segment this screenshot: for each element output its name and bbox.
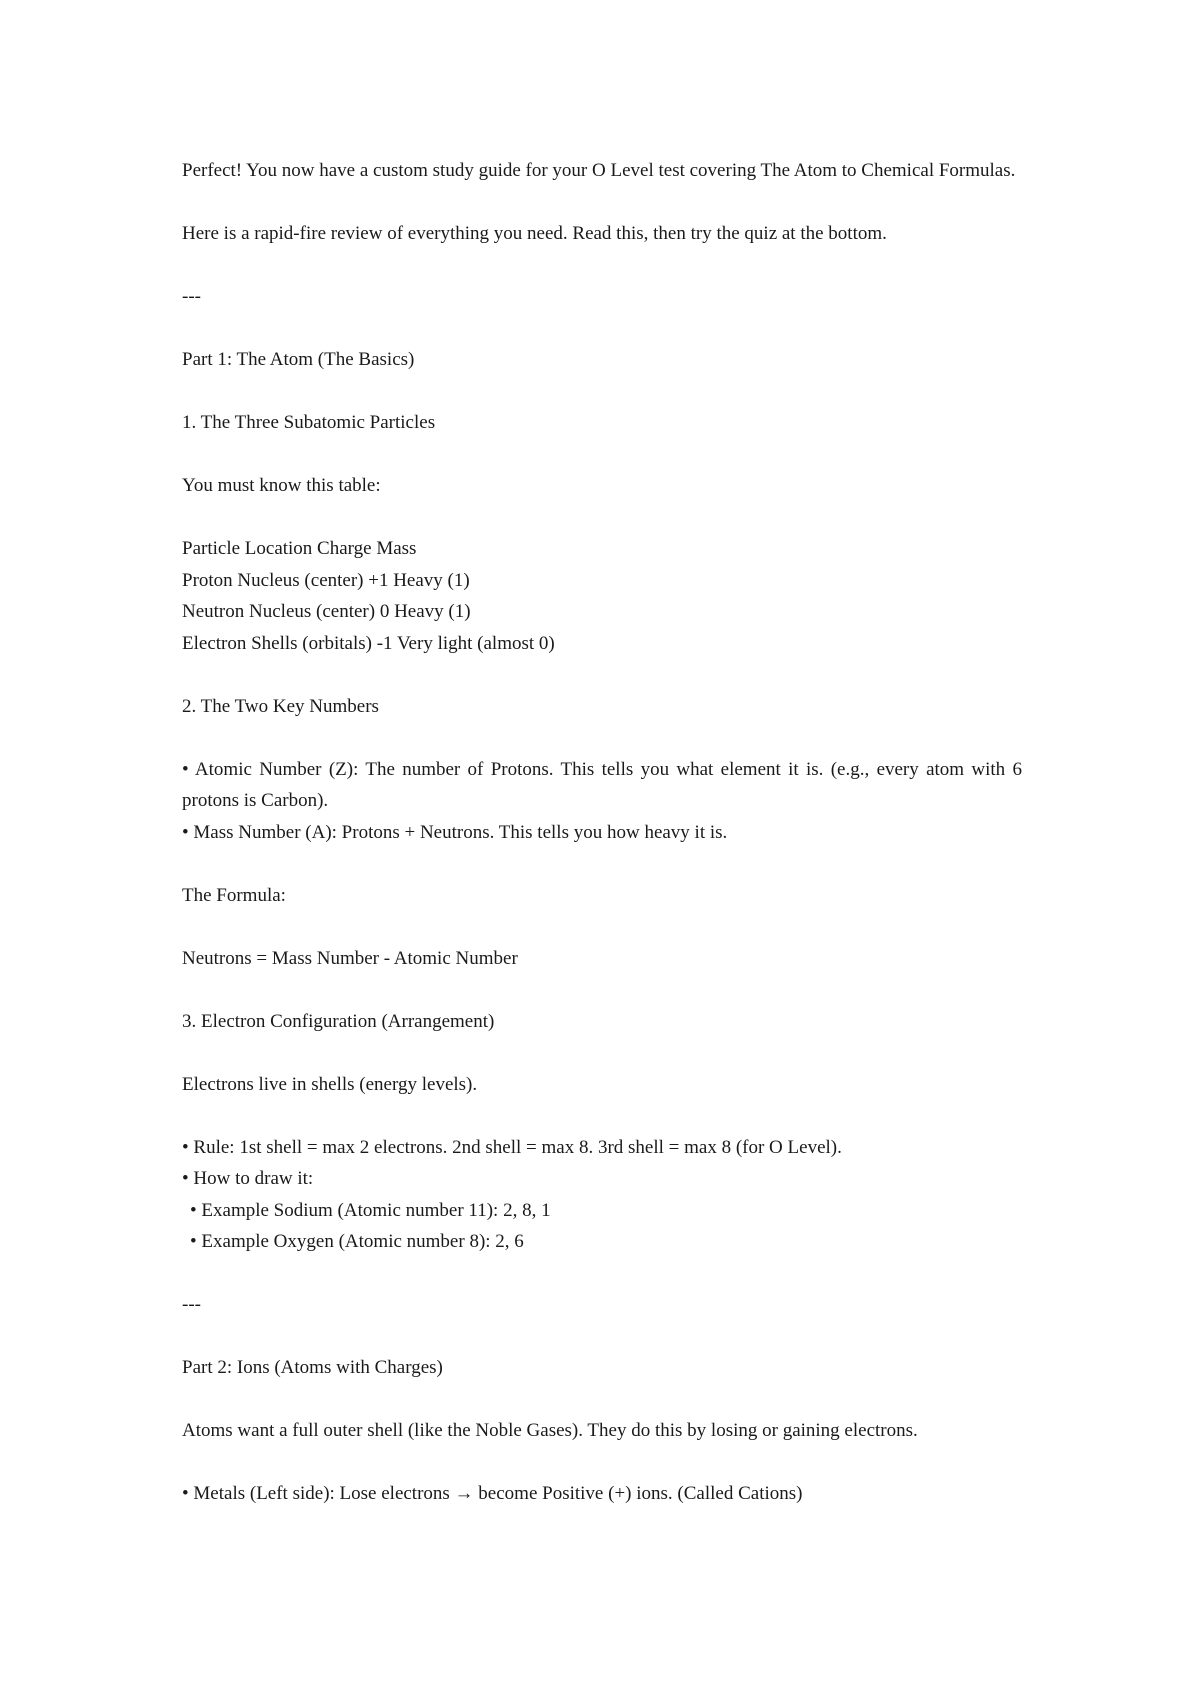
formula-label: The Formula:	[182, 884, 286, 906]
table-row: Particle Location Charge Mass	[182, 538, 417, 559]
part1-heading: Part 1: The Atom (The Basics)	[182, 349, 415, 370]
part2-lead: Atoms want a full outer shell (like the Noble Gases). They do this by losing or gaining electrons.	[182, 1420, 918, 1441]
table-row: Neutron Nucleus (center) 0 Heavy (1)	[182, 601, 471, 622]
separator: ---	[182, 1294, 201, 1315]
document-page	[182, 155, 1022, 1541]
list-item: • Metals (Left side): Lose electrons → become Positive (+) ions. (Called Cations)	[182, 1483, 803, 1504]
intro-instructions: Here is a rapid-fire review of everything you need. Read this, then try the quiz at the bottom.	[182, 223, 887, 244]
section1-heading: 1. The Three Subatomic Particles	[182, 412, 436, 433]
section3-heading: 3. Electron Configuration (Arrangement)	[182, 1010, 495, 1032]
list-item: • Atomic Number (Z): The number of Protons. This tells you what element it is. (e.g., every atom with 6 protons is Carbon).	[182, 758, 1022, 811]
part2-heading: Part 2: Ions (Atoms with Charges)	[182, 1357, 443, 1378]
list-item: • Example Sodium (Atomic number 11): 2, 8, 1	[190, 1199, 551, 1221]
ions-list	[182, 1478, 1022, 1510]
list-item: • Mass Number (A): Protons + Neutrons. This tells you how heavy it is.	[182, 821, 728, 843]
list-item: • Rule: 1st shell = max 2 electrons. 2nd shell = max 8. 3rd shell = max 8 (for O Level).	[182, 1136, 842, 1158]
separator: ---	[182, 286, 201, 307]
list-item: • Example Oxygen (Atomic number 8): 2, 6	[190, 1231, 524, 1252]
key-numbers-list	[182, 754, 1022, 849]
intro-paragraph: Perfect! You now have a custom study guide for your O Level test covering The Atom to Chemical Formulas.	[182, 160, 1016, 181]
table-row: Electron Shells (orbitals) -1 Very light (almost 0)	[182, 632, 555, 654]
section1-lead: You must know this table:	[182, 475, 381, 496]
table-row: Proton Nucleus (center) +1 Heavy (1)	[182, 569, 470, 591]
section3-lead: Electrons live in shells (energy levels).	[182, 1073, 478, 1095]
list-item: • How to draw it:	[182, 1168, 314, 1189]
configuration-list	[182, 1132, 1022, 1258]
neutron-formula: Neutrons = Mass Number - Atomic Number	[182, 947, 518, 969]
particle-table	[182, 533, 1022, 659]
section2-heading: 2. The Two Key Numbers	[182, 695, 379, 717]
